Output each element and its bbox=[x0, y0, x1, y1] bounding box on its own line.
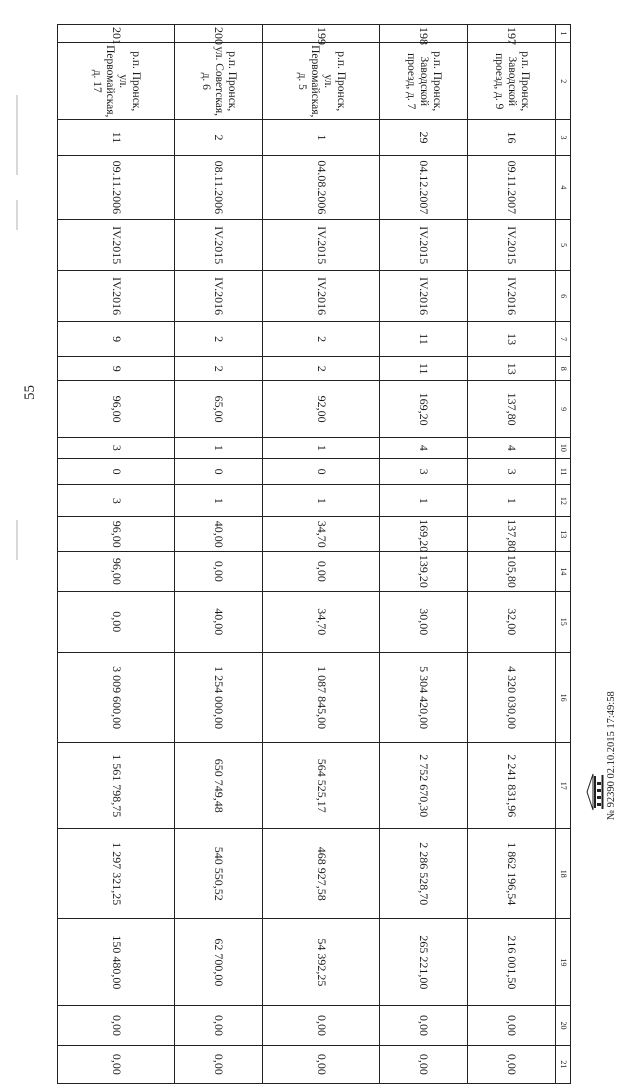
table-cell: 0,00 bbox=[379, 1045, 467, 1083]
table-cell: 198 bbox=[379, 25, 467, 43]
table-cell: 540 550,52 bbox=[174, 829, 262, 919]
table-cell: 13 bbox=[467, 322, 555, 357]
scan-artifact bbox=[16, 200, 18, 230]
table-cell: 0,00 bbox=[58, 1006, 175, 1045]
table-cell: 2 bbox=[174, 120, 262, 155]
address-cell: р.п. Пронск, ул. Первомайская, д. 5 bbox=[262, 43, 379, 120]
table-cell: 1 bbox=[262, 120, 379, 155]
table-cell: IV.2015 bbox=[58, 220, 175, 271]
column-number: 16 bbox=[556, 653, 571, 743]
table-cell: 0 bbox=[262, 458, 379, 485]
table-cell: 564 525,17 bbox=[262, 743, 379, 829]
table-cell: 4 bbox=[379, 437, 467, 458]
table-cell: 265 221,00 bbox=[379, 919, 467, 1006]
table-cell: 1 254 000,00 bbox=[174, 653, 262, 743]
table-cell: 468 927,58 bbox=[262, 829, 379, 919]
page-number: 55 bbox=[22, 385, 38, 400]
table-cell: 1 087 845,00 bbox=[262, 653, 379, 743]
column-number: 14 bbox=[556, 552, 571, 591]
bank-stamp-logo bbox=[586, 772, 604, 812]
table-cell: 2 bbox=[174, 322, 262, 357]
column-number: 11 bbox=[556, 458, 571, 485]
table-cell: 0,00 bbox=[467, 1045, 555, 1083]
table-cell: 2 bbox=[174, 357, 262, 381]
table-cell: 09.11.2006 bbox=[58, 155, 175, 220]
column-number: 3 bbox=[556, 120, 571, 155]
table-cell: IV.2016 bbox=[174, 271, 262, 322]
table-cell: 0,00 bbox=[174, 1045, 262, 1083]
column-number: 1 bbox=[556, 25, 571, 43]
table-cell: 1 297 321,25 bbox=[58, 829, 175, 919]
table-cell: 34,70 bbox=[262, 517, 379, 552]
table-cell: 169,20 bbox=[379, 517, 467, 552]
table-cell: 1 bbox=[262, 485, 379, 517]
table-cell: 96,00 bbox=[58, 552, 175, 591]
table-cell: 150 480,00 bbox=[58, 919, 175, 1006]
table-cell: 0,00 bbox=[379, 1006, 467, 1045]
table-cell: 0,00 bbox=[262, 552, 379, 591]
table-cell: 197 bbox=[467, 25, 555, 43]
table-row bbox=[174, 25, 262, 1084]
table-cell: 200 bbox=[174, 25, 262, 43]
table-cell: 105,80 bbox=[467, 552, 555, 591]
column-number: 15 bbox=[556, 591, 571, 653]
table-cell: 137,80 bbox=[467, 381, 555, 437]
table-cell: IV.2016 bbox=[379, 271, 467, 322]
table-cell: 96,00 bbox=[58, 381, 175, 437]
scan-artifact bbox=[16, 520, 18, 560]
column-number: 7 bbox=[556, 322, 571, 357]
scan-artifact bbox=[16, 95, 18, 175]
table-cell: 32,00 bbox=[467, 591, 555, 653]
address-cell: р.п. Пронск, Заводской проезд, д. 9 bbox=[467, 43, 555, 120]
table-cell: 2 bbox=[262, 357, 379, 381]
data-table-rotated bbox=[57, 24, 571, 1084]
table-cell: 0,00 bbox=[58, 1045, 175, 1083]
table-cell: 9 bbox=[58, 322, 175, 357]
table-cell: 62 700,00 bbox=[174, 919, 262, 1006]
table-cell: 9 bbox=[58, 357, 175, 381]
table-cell: 40,00 bbox=[174, 517, 262, 552]
stamp-label: № 92390 02.10.2015 17:49:58 bbox=[606, 691, 617, 820]
table-cell: 0,00 bbox=[174, 1006, 262, 1045]
table-cell: 1 bbox=[467, 485, 555, 517]
table-cell: 0,00 bbox=[174, 552, 262, 591]
table-cell: 0 bbox=[58, 458, 175, 485]
table-cell: 04.12.2007 bbox=[379, 155, 467, 220]
column-number: 2 bbox=[556, 43, 571, 120]
table-cell: 1 862 196,54 bbox=[467, 829, 555, 919]
table-cell: 4 bbox=[467, 437, 555, 458]
column-number: 8 bbox=[556, 357, 571, 381]
table-cell: 137,80 bbox=[467, 517, 555, 552]
table-cell: 3 bbox=[379, 458, 467, 485]
table-cell: 1 561 798,75 bbox=[58, 743, 175, 829]
table-cell: 650 749,48 bbox=[174, 743, 262, 829]
table-cell: 199 bbox=[262, 25, 379, 43]
table-cell: 13 bbox=[467, 357, 555, 381]
table-row bbox=[58, 25, 175, 1084]
table-cell: 11 bbox=[379, 322, 467, 357]
column-number-row bbox=[556, 25, 571, 1084]
table-cell: 96,00 bbox=[58, 517, 175, 552]
table-cell: 0,00 bbox=[58, 591, 175, 653]
table-cell: 201 bbox=[58, 25, 175, 43]
column-number: 19 bbox=[556, 919, 571, 1006]
table-cell: 11 bbox=[379, 357, 467, 381]
table-cell: 65,00 bbox=[174, 381, 262, 437]
table-cell: 92,00 bbox=[262, 381, 379, 437]
column-number: 5 bbox=[556, 220, 571, 271]
table-cell: 1 bbox=[174, 485, 262, 517]
column-number: 17 bbox=[556, 743, 571, 829]
table-row bbox=[379, 25, 467, 1084]
data-table bbox=[57, 24, 571, 1084]
table-cell: 3 bbox=[467, 458, 555, 485]
column-number: 20 bbox=[556, 1006, 571, 1045]
address-cell: р.п. Пронск, ул. Первомайская, д. 17 bbox=[58, 43, 175, 120]
column-number: 4 bbox=[556, 155, 571, 220]
table-cell: 1 bbox=[379, 485, 467, 517]
column-number: 21 bbox=[556, 1045, 571, 1083]
table-cell: 4 320 030,00 bbox=[467, 653, 555, 743]
column-number: 13 bbox=[556, 517, 571, 552]
table-cell: IV.2016 bbox=[58, 271, 175, 322]
table-cell: 30,00 bbox=[379, 591, 467, 653]
table-cell: 04.08.2006 bbox=[262, 155, 379, 220]
table-cell: 0 bbox=[174, 458, 262, 485]
table-cell: IV.2015 bbox=[174, 220, 262, 271]
table-cell: 0,00 bbox=[467, 1006, 555, 1045]
column-number: 6 bbox=[556, 271, 571, 322]
table-cell: 3 bbox=[58, 437, 175, 458]
table-cell: 2 752 670,30 bbox=[379, 743, 467, 829]
table-cell: 11 bbox=[58, 120, 175, 155]
table-cell: 40,00 bbox=[174, 591, 262, 653]
column-number: 9 bbox=[556, 381, 571, 437]
table-cell: IV.2015 bbox=[262, 220, 379, 271]
table-cell: 3 009 600,00 bbox=[58, 653, 175, 743]
table-cell: 0,00 bbox=[262, 1006, 379, 1045]
table-row bbox=[262, 25, 379, 1084]
table-cell: 139,20 bbox=[379, 552, 467, 591]
column-number: 10 bbox=[556, 437, 571, 458]
table-cell: 3 bbox=[58, 485, 175, 517]
table-cell: 2 241 831,96 bbox=[467, 743, 555, 829]
table-cell: 2 bbox=[262, 322, 379, 357]
table-cell: 54 392,25 bbox=[262, 919, 379, 1006]
table-cell: 1 bbox=[262, 437, 379, 458]
table-cell: 1 bbox=[174, 437, 262, 458]
table-cell: IV.2016 bbox=[467, 271, 555, 322]
column-number: 18 bbox=[556, 829, 571, 919]
table-cell: 16 bbox=[467, 120, 555, 155]
table-cell: 169,20 bbox=[379, 381, 467, 437]
table-cell: IV.2016 bbox=[262, 271, 379, 322]
table-cell: 5 304 420,00 bbox=[379, 653, 467, 743]
table-cell: 0,00 bbox=[262, 1045, 379, 1083]
table-cell: IV.2015 bbox=[379, 220, 467, 271]
table-cell: 09.11.2007 bbox=[467, 155, 555, 220]
table-cell: 08.11.2006 bbox=[174, 155, 262, 220]
table-cell: 29 bbox=[379, 120, 467, 155]
address-cell: р.п. Пронск, ул. Советская, д. 6 bbox=[174, 43, 262, 120]
table-cell: 34,70 bbox=[262, 591, 379, 653]
address-cell: р.п. Пронск, Заводской проезд, д. 7 bbox=[379, 43, 467, 120]
table-cell: 216 001,50 bbox=[467, 919, 555, 1006]
column-number: 12 bbox=[556, 485, 571, 517]
table-cell: IV.2015 bbox=[467, 220, 555, 271]
table-cell: 2 286 528,70 bbox=[379, 829, 467, 919]
table-row bbox=[467, 25, 555, 1084]
